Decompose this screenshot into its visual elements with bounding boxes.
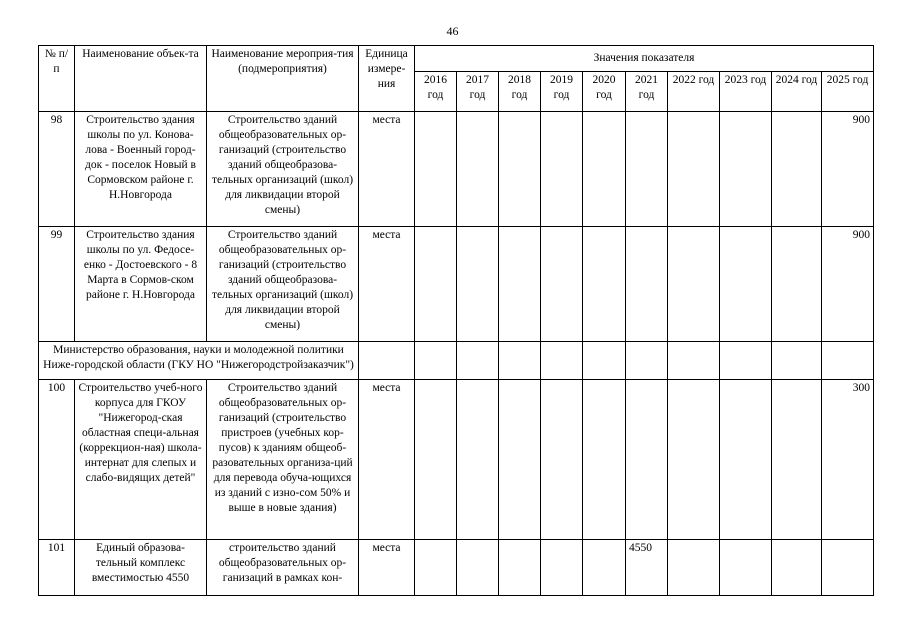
- table-row: [39, 227, 874, 342]
- value-cell: [668, 112, 720, 227]
- value-cell: [415, 227, 457, 342]
- empty-cell: [822, 342, 874, 380]
- table-row: [39, 380, 874, 540]
- value-cell: [499, 112, 541, 227]
- value-cell: [626, 227, 668, 342]
- value-cell: [457, 227, 499, 342]
- row-number: 99: [39, 227, 75, 342]
- indicator-table: [38, 45, 874, 596]
- activity-name: Строительство зданий общеобразовательных ор-ганизаций (строительство зданий общеобразова-тельных организаций (школ) для ликвидации второй смены): [207, 112, 359, 227]
- header-num: № п/п: [39, 46, 75, 112]
- value-cell: [772, 112, 822, 227]
- value-cell: [541, 112, 583, 227]
- value-cell: 300: [822, 380, 874, 540]
- empty-cell: [720, 342, 772, 380]
- value-cell: [668, 227, 720, 342]
- value-cell: [772, 227, 822, 342]
- value-cell: [772, 380, 822, 540]
- empty-cell: [359, 342, 415, 380]
- value-cell: 4550: [626, 540, 668, 596]
- header-unit: Единица измере-ния: [359, 46, 415, 112]
- object-name: Строительство учеб-ного корпуса для ГКОУ "Нижегород-ская областная специ-альная (коррекцион-ная) школа-интернат для слепых и слабо-видящих детей": [75, 380, 207, 540]
- header-activity-name: Наименование мероприя-тия (подмероприятия): [207, 46, 359, 112]
- empty-cell: [415, 342, 457, 380]
- value-cell: [457, 540, 499, 596]
- value-cell: [720, 540, 772, 596]
- value-cell: [541, 540, 583, 596]
- header-row: [39, 46, 874, 72]
- header-year: 2019 год: [541, 72, 583, 112]
- header-year: 2022 год: [668, 72, 720, 112]
- value-cell: [583, 540, 626, 596]
- value-cell: [457, 380, 499, 540]
- value-cell: [626, 112, 668, 227]
- object-name: Единый образова-тельный комплекс вместимостью 4550: [75, 540, 207, 596]
- object-name: Строительство здания школы по ул. Федосе-енко - Достоевского - 8 Марта в Сормов-ском районе г. Н.Новгорода: [75, 227, 207, 342]
- value-cell: [626, 380, 668, 540]
- header-year: 2020 год: [583, 72, 626, 112]
- header-year: 2016 год: [415, 72, 457, 112]
- header-year: 2021 год: [626, 72, 668, 112]
- row-number: 98: [39, 112, 75, 227]
- value-cell: [499, 380, 541, 540]
- header-values: Значения показателя: [415, 46, 874, 72]
- header-year: 2024 год: [772, 72, 822, 112]
- value-cell: [499, 540, 541, 596]
- header-year: 2025 год: [822, 72, 874, 112]
- value-cell: [583, 112, 626, 227]
- value-cell: [772, 540, 822, 596]
- table-row: [39, 540, 874, 596]
- value-cell: [668, 540, 720, 596]
- unit-cell: места: [359, 112, 415, 227]
- unit-cell: места: [359, 227, 415, 342]
- header-year: 2023 год: [720, 72, 772, 112]
- empty-cell: [499, 342, 541, 380]
- value-cell: [583, 380, 626, 540]
- unit-cell: места: [359, 540, 415, 596]
- value-cell: [720, 112, 772, 227]
- empty-cell: [457, 342, 499, 380]
- section-title: Министерство образования, науки и молодежной политики Ниже-городской области (ГКУ НО "Нижегородстройзаказчик"): [39, 342, 359, 380]
- value-cell: [541, 380, 583, 540]
- activity-name: Строительство зданий общеобразовательных ор-ганизаций (строительство зданий общеобразова-тельных организаций (школ) для ликвидации второй смены): [207, 227, 359, 342]
- header-year: 2018 год: [499, 72, 541, 112]
- empty-cell: [541, 342, 583, 380]
- value-cell: [668, 380, 720, 540]
- value-cell: 900: [822, 227, 874, 342]
- activity-name: Строительство зданий общеобразовательных ор-ганизаций (строительство пристроев (учебных кор-пусов) к зданиям общеоб-разовательных организа-ций для перевода обуча-ющихся из зданий с изно-сом 50% и выше в новые здания): [207, 380, 359, 540]
- unit-cell: места: [359, 380, 415, 540]
- page-number: 46: [446, 24, 459, 38]
- table-row: [39, 112, 874, 227]
- value-cell: [583, 227, 626, 342]
- empty-cell: [772, 342, 822, 380]
- header-object-name: Наименование объек-та: [75, 46, 207, 112]
- activity-name: строительство зданий общеобразовательных ор-ганизаций в рамках кон-: [207, 540, 359, 596]
- value-cell: [415, 540, 457, 596]
- value-cell: 900: [822, 112, 874, 227]
- value-cell: [541, 227, 583, 342]
- value-cell: [415, 380, 457, 540]
- header-year: 2017 год: [457, 72, 499, 112]
- value-cell: [822, 540, 874, 596]
- section-row: [39, 342, 874, 380]
- value-cell: [415, 112, 457, 227]
- row-number: 100: [39, 380, 75, 540]
- empty-cell: [668, 342, 720, 380]
- value-cell: [457, 112, 499, 227]
- value-cell: [499, 227, 541, 342]
- object-name: Строительство здания школы по ул. Конова-лова - Военный город-док - поселок Новый в Сормовском районе г. Н.Новгорода: [75, 112, 207, 227]
- empty-cell: [583, 342, 626, 380]
- value-cell: [720, 380, 772, 540]
- empty-cell: [626, 342, 668, 380]
- value-cell: [720, 227, 772, 342]
- row-number: 101: [39, 540, 75, 596]
